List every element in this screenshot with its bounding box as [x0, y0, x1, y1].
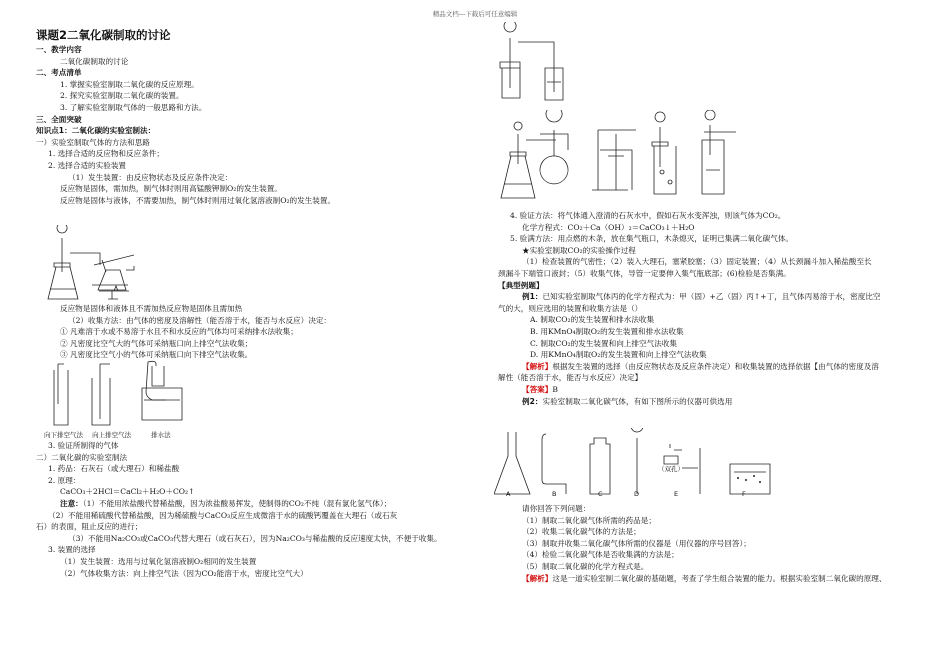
apparatus-label-c: C: [598, 490, 603, 498]
left3-line: 3. 验证所制得的气体: [48, 441, 119, 450]
left3-line: 3. 装置的选择: [48, 545, 96, 555]
right-line: 4. 验证方法：将气体通入澄清的石灰水中，假如石灰水变浑浊，则该气体为CO₂。: [510, 211, 786, 220]
right-line: 化学方程式：CO₂＋Ca（OH）₂＝CaCO₃↓＋H₂O: [522, 222, 695, 232]
left-line: 三、全面突破: [36, 114, 82, 124]
left3-line: 二）二氧化碳的实验室制法: [36, 452, 128, 462]
left-text-block-1: [36, 44, 461, 206]
left-line: 2. 探究实验室制取二氧化碳的装置。: [60, 91, 184, 101]
left-line: 1. 掌握实验室制取二氧化碳的反应原理。: [60, 79, 199, 89]
caption-water: 排水法: [151, 431, 171, 439]
right2-line: （4）检验二氧化碳气体是否收集满的方法是；: [522, 550, 679, 560]
right-line: 【答案】B: [522, 384, 558, 394]
left2-line: 反应物是固体和液体且不需加热反应物是固体且需加热: [60, 304, 243, 313]
left-line: 知识点1：二氧化碳的实验室制法：: [36, 126, 156, 136]
left3-line: （2）气体收集方法：向上排空气法（因为CO₂能溶于水，密度比空气大）: [60, 568, 308, 578]
caption-down: 向下排空气法: [44, 431, 83, 439]
right-line: 颈漏斗下端管口液封；（5）收集气体，导管一定要伸入集气瓶底部；(6)检验是否集满。: [498, 268, 791, 278]
two-hole-label: （双孔）: [658, 465, 684, 473]
right2-line: （2）收集二氧化碳气体的方法是；: [522, 527, 641, 537]
right-line: D. 用KMnO₄制取O₂的发生装置和向上排空气法收集: [530, 350, 707, 360]
left3-line: 2. 原理：: [48, 475, 81, 485]
left-line: 3. 了解实验室制取气体的一般思路和方法。: [60, 102, 207, 112]
left2-line: ③ 凡密度比空气小的气体可采纳瓶口向下排空气法收集。: [60, 350, 253, 360]
left3-line: CaCO₃＋2HCl＝CaCl₂＋H₂O＋CO₂↑: [60, 487, 195, 497]
right-line: 解性（能否溶于水，能否与水反应）决定】: [498, 373, 643, 383]
left-text-block-2: [36, 303, 461, 361]
apparatus-label-e: E: [674, 490, 679, 498]
left-line: 二、考点清单: [36, 68, 82, 78]
page-title: 课题2二氧化碳制取的讨论: [36, 28, 171, 42]
right-text-block-2: [498, 503, 918, 584]
left-line: 二氧化碳制取的讨论: [60, 56, 129, 66]
right-line: 例2：实验室制取二氧化碳气体，有如下图所示的仪器可供选用: [522, 396, 733, 406]
apparatus-label-a: A: [506, 490, 511, 498]
left-line: 一）实验室制取气体的方法和思路: [36, 137, 150, 147]
left3-line: 1. 药品：石灰石（或大理石）和稀盐酸: [48, 464, 180, 474]
apparatus-row-1: [490, 22, 590, 110]
left3-line: 注意：（1）不能用浓盐酸代替稀盐酸，因为浓盐酸易挥发，使制得的CO₂不纯（混有氯化氢气体）；: [60, 498, 392, 508]
left3-line: （2）不能用稀硫酸代替稀盐酸，因为稀硫酸与CaCO₃反应生成微溶于水的硫酸钙覆盖在大理石（或石灰: [48, 510, 398, 520]
caption-up: 向上排空气法: [92, 431, 132, 439]
left-line: 反应物是固体，需加热，制气体时则用高锰酸钾制O₂的发生装置。: [60, 184, 282, 194]
left-text-block-3: [36, 440, 461, 579]
left2-line: ② 凡密度比空气大的气体可采纳瓶口向上排空气法收集；: [60, 338, 253, 348]
left2-line: ① 凡难溶于水或不易溶于水且不和水反应的气体均可采纳排水法收集；: [60, 327, 298, 337]
left-line: 2. 选择合适的实验装置: [48, 160, 127, 170]
right-line: 【解析】根据发生装置的选择（由反应物状态及反应条件决定）和收集装置的选择依据【由气体的密度及溶: [522, 361, 879, 371]
left-line: （1）发生装置：由反应物状态及反应条件决定：: [68, 172, 233, 182]
right-line: C. 制取CO₂的发生装置和向上排空气法收集: [530, 338, 677, 348]
page-header: 精品文档---下载后可任意编辑: [432, 10, 518, 18]
right2-line: （1）制取二氧化碳气体所需的药品是；: [522, 515, 656, 525]
left-line: 1. 选择合适的反应物和反应条件；: [48, 149, 164, 159]
right-line: 【典型例题】: [498, 280, 544, 290]
right-line: A. 制取CO₂的发生装置和排水法收集: [530, 315, 655, 325]
apparatus-label-b: B: [552, 490, 557, 498]
right2-line: （3）制取并收集二氧化碳气体所需的仪器是（用仪器的序号回答）；: [522, 538, 751, 548]
right-line: 气的大，则应选用的装置和收集方法是（）: [498, 303, 643, 313]
right2-line: 【解析】这是一道实验室制二氧化碳的基础题，考查了学生组合装置的能力。根据实验室制二氧化碳的原理、: [522, 573, 887, 583]
right-line: ★实验室制取CO₂的实验操作过程: [522, 245, 636, 255]
right2-line: （5）制取二氧化碳的化学方程式是。: [522, 561, 649, 571]
example2-apparatus-figure: [494, 428, 804, 498]
left-line: 一、教学内容: [36, 45, 82, 54]
left-column: [36, 26, 461, 206]
apparatus-label-d: D: [634, 490, 640, 498]
right-line: 5. 验满方法：用点燃的木条，放在集气瓶口，木条熄灭，证明已集满二氧化碳气体。: [510, 234, 794, 244]
right-line: 例1：已知实验室制取气体丙的化学方程式为：甲（固）+乙（固）丙↑+丁，且气体丙易溶于水，密度比空: [522, 292, 881, 302]
left-line: 反应物是固体与液体，不需要加热，制气体时则用过氧化氢溶液制O₂的发生装置。: [60, 195, 336, 205]
right-line: B. 用KMnO₄制取O₂的发生装置和排水法收集: [530, 326, 684, 336]
apparatus-labels: [494, 490, 814, 500]
apparatus-label-f: F: [742, 490, 746, 498]
right-line: （1）检查装置的气密性；（2）装入大理石，塞紧胶塞；（3）固定装置；（4）从长颈漏斗加入稀盐酸至长: [522, 257, 872, 267]
collection-methods-figure: [44, 360, 194, 440]
collection-captions: [44, 430, 244, 439]
right-text-block-1: [498, 210, 918, 407]
apparatus-row-2: [490, 110, 750, 210]
left3-line: 石）的表面，阻止反应的进行；: [36, 522, 143, 532]
generation-apparatus-figure: [44, 225, 164, 305]
left3-line: （1）发生装置：选用与过氧化氢溶液制O₂相同的发生装置: [60, 556, 257, 566]
left3-line: （3）不能用Na₂CO₃或CaCO₃代替大理石（或石灰石），因为Na₂CO₃与稀盐酸的反应速度太快，不便于收集。: [68, 533, 442, 543]
right2-line: 请你回答下列问题：: [522, 504, 591, 513]
left2-line: （2）收集方法：由气体的密度及溶解性（能否溶于水，能否与水反应）决定：: [68, 315, 332, 325]
